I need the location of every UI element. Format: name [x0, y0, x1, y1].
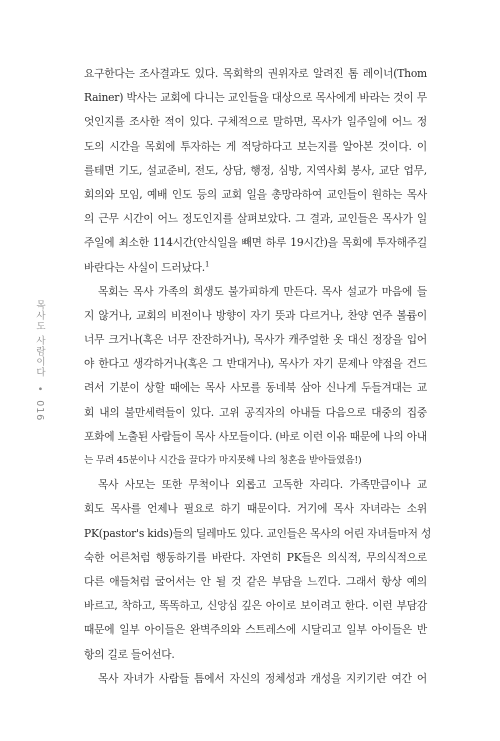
text-line: 너무 크거나(혹은 너무 잔잔하거나), 목사가 캐주얼한 옷 대신 정장을 입어: [84, 333, 427, 347]
running-head: [32, 300, 46, 560]
text-line: 때문에 일부 아이들은 완벽주의와 스트레스에 시달리고 일부 아이들은 반: [84, 623, 427, 637]
text-line: Rainer) 박사는 교회에 다니는 교인들을 대상으로 목사에게 바라는 것이 무: [84, 91, 427, 105]
text-line: 도의 시간을 목회에 투자하는 게 적당하다고 보는지를 알아본 것이다. 이: [84, 139, 427, 153]
text-line: 포화에 노출된 사람들이 목사 사모들이다. (바로 이런 이유 때문에 나의 아내: [84, 429, 427, 443]
text-line: [84, 256, 427, 280]
text-line: 바르고, 착하고, 똑똑하고, 신앙심 깊은 아이로 보이려고 한다. 이런 부담감: [84, 599, 427, 613]
text-line: 목사 자녀가 사람들 틈에서 자신의 정체성과 개성을 지키기란 여간 어: [98, 671, 427, 685]
text-line-content: 바란다는 사실이 드러났다.: [84, 260, 205, 274]
text-line: 의 근무 시간이 어느 정도인지를 살펴보았다. 그 결과, 교인들은 목사가 일: [84, 212, 427, 226]
paragraph: [84, 473, 432, 667]
text-line: 숙한 어른처럼 행동하기를 바란다. 자연히 PK들은 의식적, 무의식적으로: [84, 550, 427, 564]
text-line: 회 내의 불만세력들이 있다. 고위 공직자의 아내들 다음으로 대중의 집중: [84, 405, 427, 419]
paragraph: [84, 280, 427, 474]
running-head-title: 목사도 사람이다: [34, 300, 45, 378]
text-line: 요구한다는 조사결과도 있다. 목회학의 권위자로 알려진 톰 레이너(Thom: [84, 67, 427, 80]
text-line: 주일에 최소한 114시간(안식일을 빼면 하루 19시간)을 목회에 투자해주길: [84, 236, 427, 250]
body-text: [84, 62, 432, 691]
text-line: 회의와 모임, 예배 인도 등의 교회 일을 총망라하여 교인들이 원하는 목사: [84, 187, 427, 201]
page-number: 016: [34, 400, 45, 422]
text-line: 야 한다고 생각하거나(혹은 그 반대거나), 목사가 자기 문제나 약점을 건드: [84, 357, 427, 371]
text-line: PK(pastor's kids)들의 딜레마도 있다. 교인들은 목사의 어린 자녀들마저 성: [84, 526, 432, 540]
text-line: 항의 길로 들어선다.: [84, 647, 175, 661]
text-line: 려서 기분이 상할 때에는 목사 사모를 동네북 삼아 신나게 두들겨대는 교: [84, 381, 427, 395]
footnote-marker: 1: [204, 259, 210, 268]
paragraph: [84, 62, 427, 280]
text-line: 회도 목사를 언제나 필요로 하기 때문이다. 거기에 목사 자녀라는 소위: [84, 502, 427, 516]
text-line: 다른 애들처럼 굴어서는 안 될 것 같은 부담을 느낀다. 그래서 항상 예의: [84, 574, 427, 588]
paragraph: [84, 667, 427, 691]
text-line: 목사 사모는 또한 무척이나 외롭고 고독한 자리다. 가족만큼이나 교: [98, 478, 427, 492]
text-line: 지 않거나, 교회의 비전이나 방향이 자기 뜻과 다르거나, 찬양 연주 볼륨이: [84, 308, 427, 322]
text-line: 엇인지를 조사한 적이 있다. 구체적으로 말하면, 목사가 일주일에 어느 정: [84, 115, 427, 129]
text-line: 를테면 기도, 설교준비, 전도, 상담, 행정, 심방, 지역사회 봉사, 교단 업무,: [84, 163, 427, 177]
text-line: 목회는 목사 가족의 희생도 불가피하게 만든다. 목사 설교가 마음에 들: [98, 284, 427, 298]
running-head-separator: •: [34, 385, 45, 393]
text-line: 는 무려 45분이나 시간을 끌다가 마지못해 나의 청혼을 받아들였음!): [84, 455, 362, 466]
